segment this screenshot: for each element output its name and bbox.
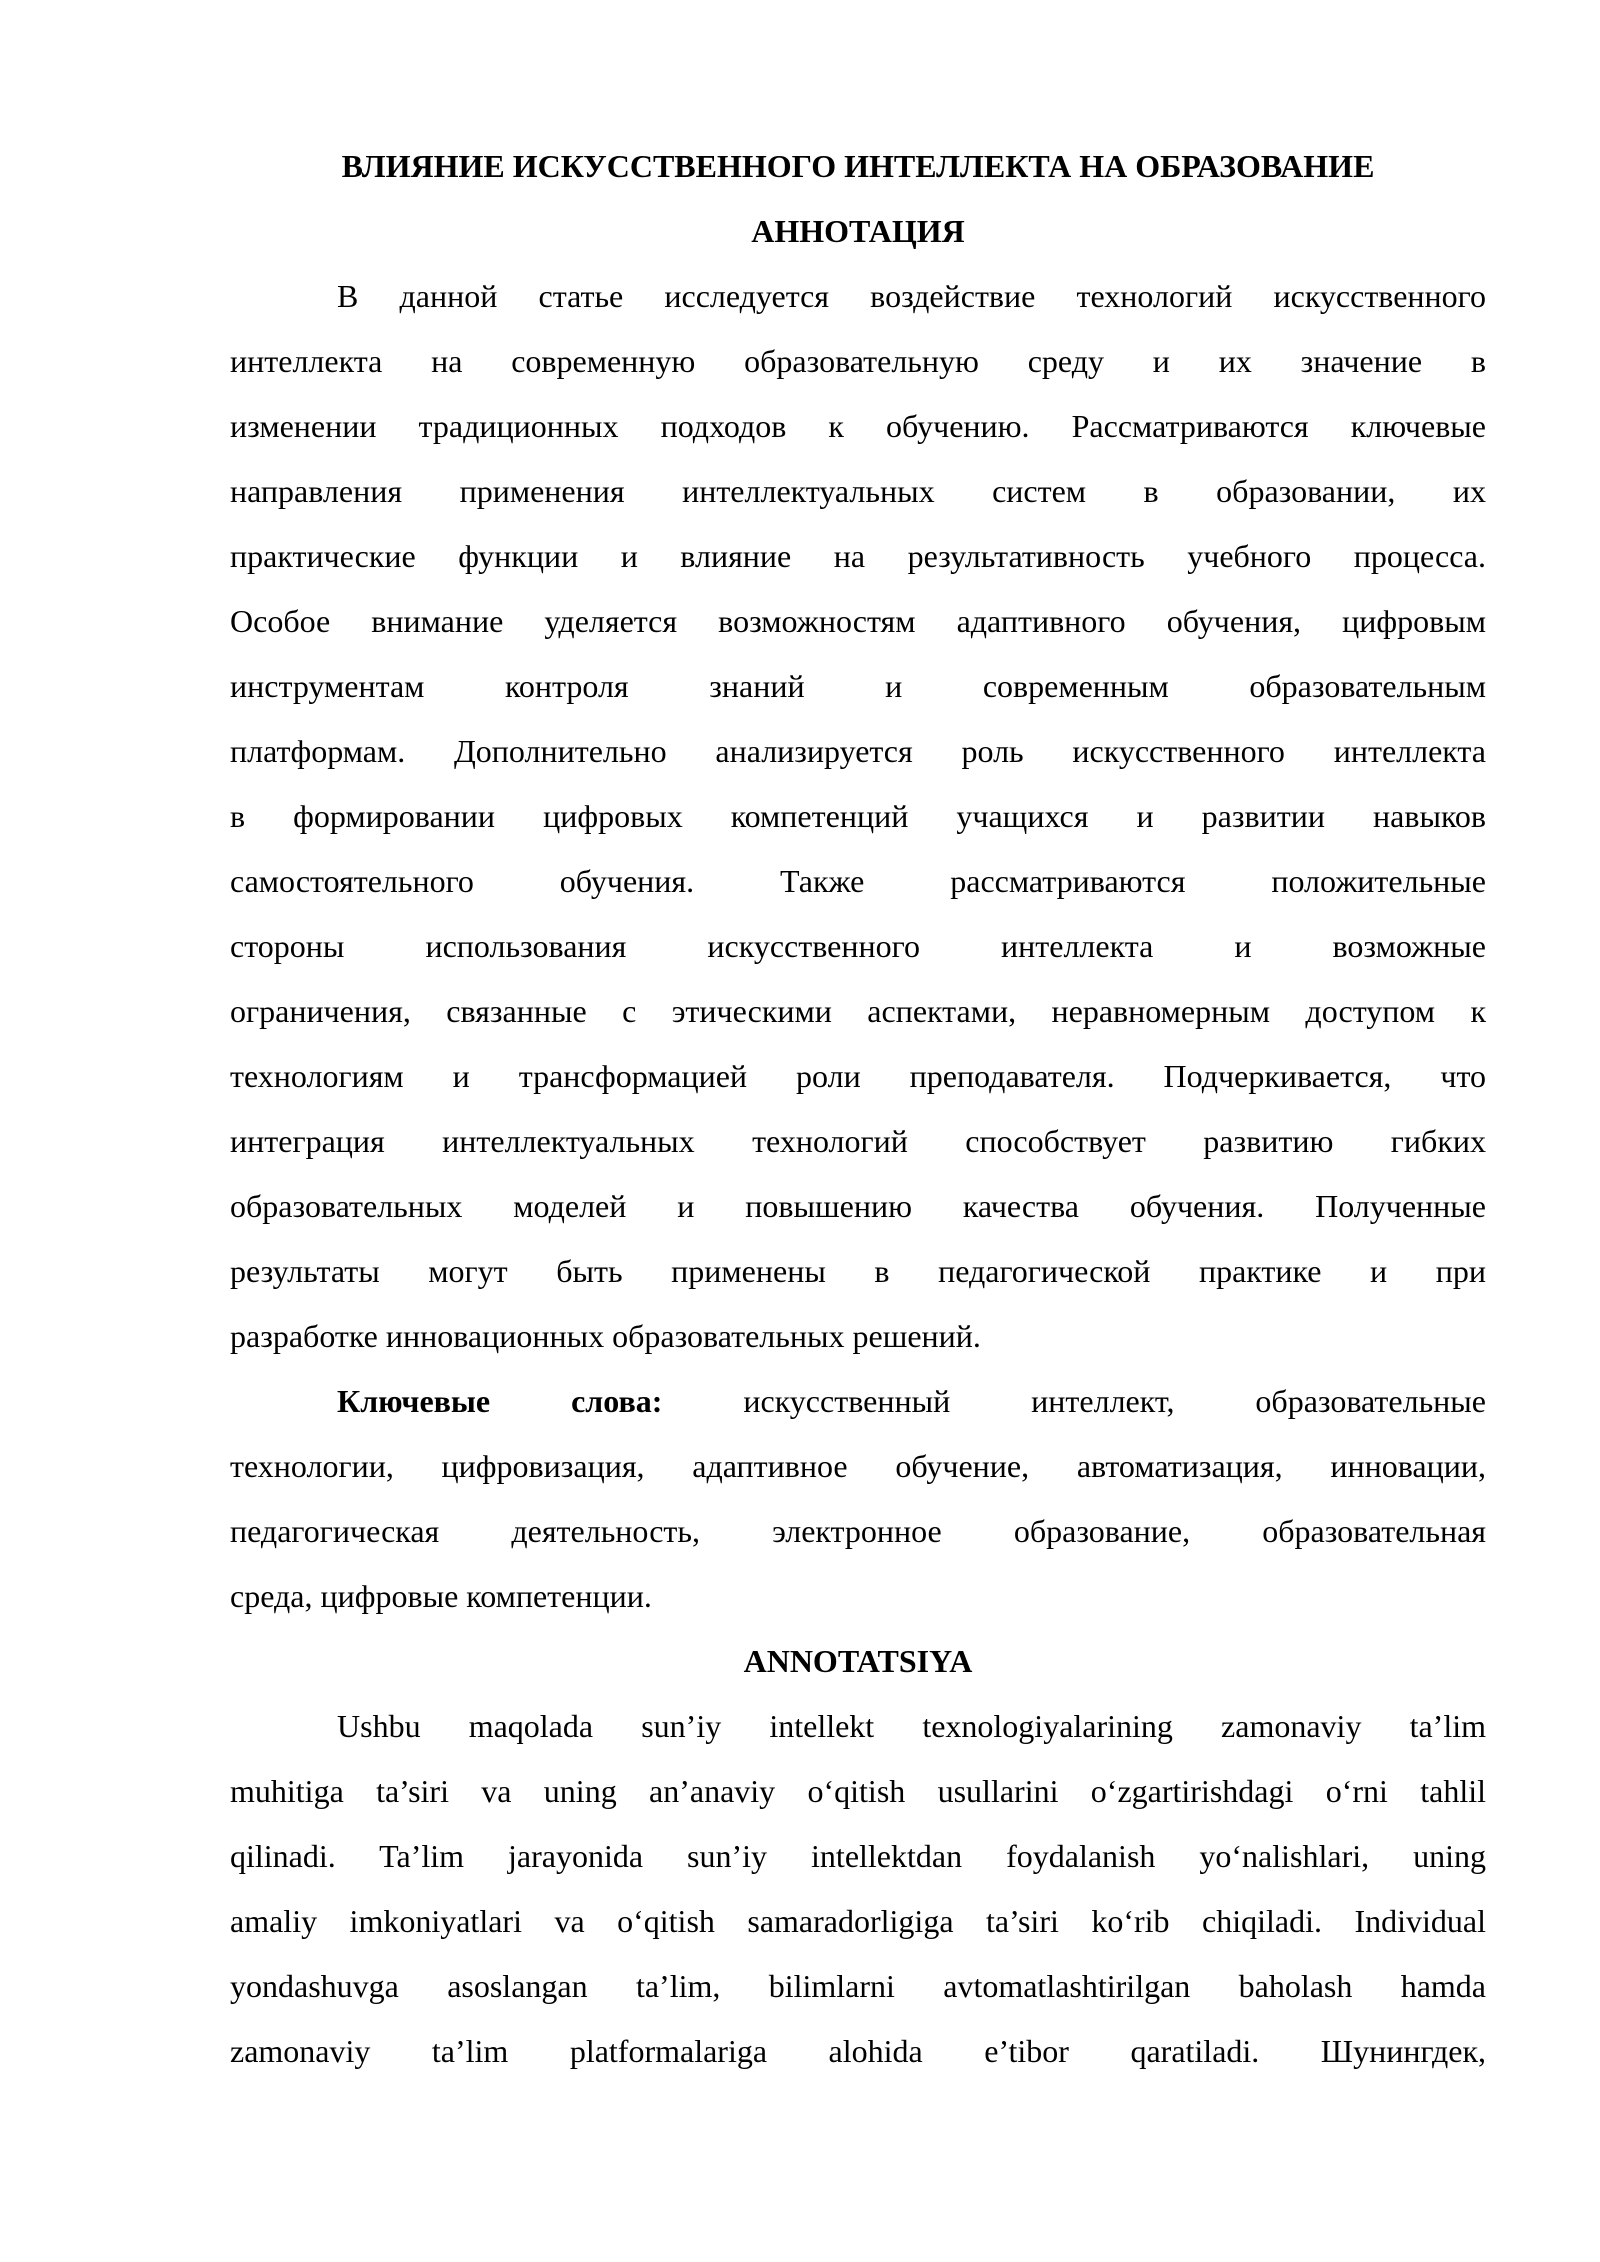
- text-line: технологиям и трансформацией роли преподавателя. Подчеркивается, что: [230, 1058, 1486, 1094]
- text-line: платформам. Дополнительно анализируется роль искусственного интеллекта: [230, 733, 1486, 769]
- text-line: Особое внимание уделяется возможностям адаптивного обучения, цифровым: [230, 603, 1486, 639]
- document-title: ВЛИЯНИЕ ИСКУССТВЕННОГО ИНТЕЛЛЕКТА НА ОБРАЗОВАНИЕ: [341, 148, 1375, 184]
- text-line: образовательных моделей и повышению качества обучения. Полученные: [230, 1188, 1486, 1224]
- text-line: разработке инновационных образовательных решений.: [230, 1318, 981, 1354]
- text-line: zamonaviy ta’lim platformalariga alohida e’tibor qaratiladi. Шунингдек,: [230, 2033, 1486, 2069]
- text-line: интеллекта на современную образовательную среду и их значение в: [230, 343, 1486, 379]
- text-line: qilinadi. Ta’lim jarayonida sun’iy intellektdan foydalanish yoʻnalishlari, uning: [230, 1838, 1486, 1874]
- text-line: педагогическая деятельность, электронное образование, образовательная: [230, 1513, 1486, 1549]
- keywords-label: Ключевые слова:: [337, 1383, 663, 1419]
- text-line: изменении традиционных подходов к обучению. Рассматриваются ключевые: [230, 408, 1486, 444]
- text-line: интеграция интеллектуальных технологий способствует развитию гибких: [230, 1123, 1486, 1159]
- text-line: стороны использования искусственного интеллекта и возможные: [230, 928, 1486, 964]
- text-line: практические функции и влияние на результативность учебного процесса.: [230, 538, 1486, 574]
- text-line: результаты могут быть применены в педагогической практике и при: [230, 1253, 1486, 1289]
- text-line: инструментам контроля знаний и современным образовательным: [230, 668, 1486, 704]
- text-line: muhitiga ta’siri va uning an’anaviy oʻqitish usullarini oʻzgartirishdagi oʻrni tahlil: [230, 1773, 1486, 1809]
- keywords-paragraph: [230, 1369, 1486, 1629]
- text-line: технологии, цифровизация, адаптивное обучение, автоматизация, инновации,: [230, 1448, 1486, 1484]
- section-heading-ru: АННОТАЦИЯ: [751, 213, 965, 249]
- keywords-rest-lines: [230, 1434, 1486, 1629]
- text-line: среда, цифровые компетенции.: [230, 1578, 652, 1614]
- text-line: в формировании цифровых компетенций учащихся и развитии навыков: [230, 798, 1486, 834]
- keywords-first-line: [230, 1369, 1486, 1434]
- text-line: направления применения интеллектуальных систем в образовании, их: [230, 473, 1486, 509]
- text-line: самостоятельного обучения. Также рассматриваются положительные: [230, 863, 1486, 899]
- abstract-ru-paragraph: [230, 264, 1486, 1369]
- text-line: yondashuvga asoslangan ta’lim, bilimlarni avtomatlashtirilgan baholash hamda: [230, 1968, 1486, 2004]
- text-line: Ushbu maqolada sun’iy intellekt texnologiyalarining zamonaviy ta’lim: [337, 1708, 1486, 1744]
- abstract-uz-paragraph: [230, 1694, 1486, 2084]
- keywords-first-line-text: искусственный интеллект, образовательные: [743, 1383, 1487, 1419]
- text-line: ограничения, связанные с этическими аспектами, неравномерным доступом к: [230, 993, 1486, 1029]
- section-heading-uz: ANNOTATSIYA: [743, 1643, 973, 1679]
- text-line: В данной статье исследуется воздействие технологий искусственного: [337, 278, 1486, 314]
- text-line: amaliy imkoniyatlari va oʻqitish samaradorligiga ta’siri koʻrib chiqiladi. Individual: [230, 1903, 1486, 1939]
